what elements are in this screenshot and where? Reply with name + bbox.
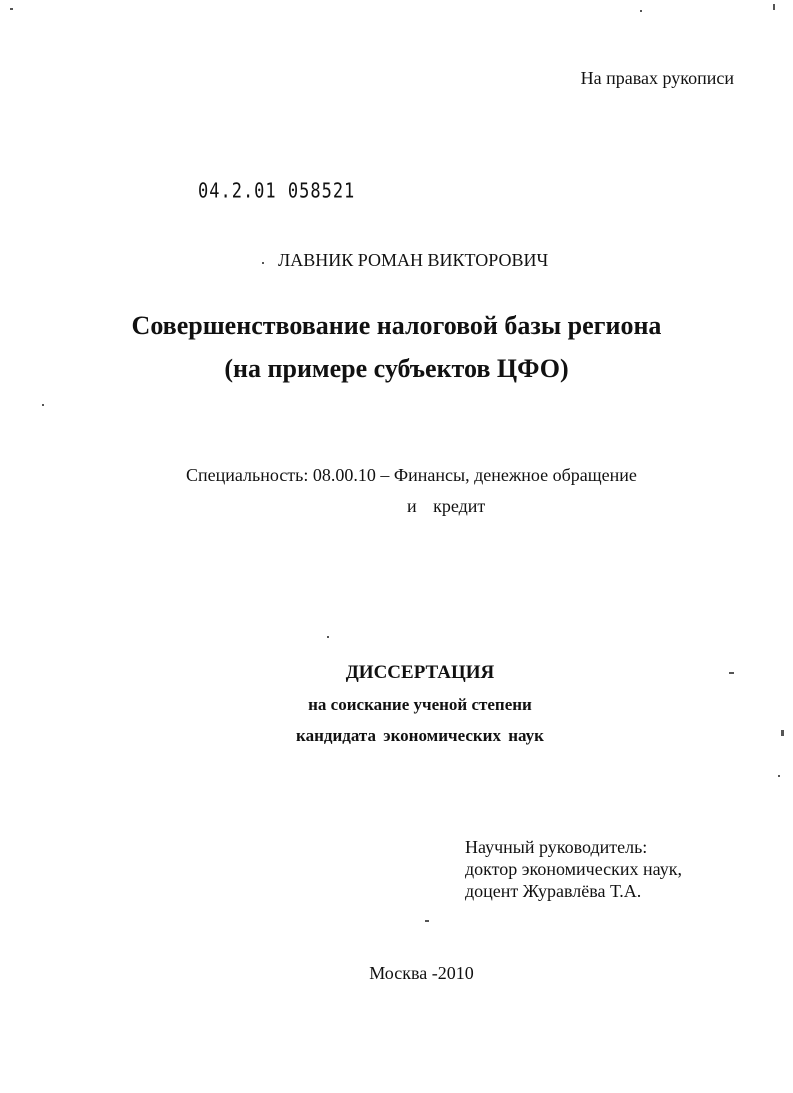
title-line-2: (на примере субъектов ЦФО) [224, 354, 569, 383]
city-year: Москва -2010 [369, 963, 474, 983]
author-name: ЛАВНИК РОМАН ВИКТОРОВИЧ [278, 250, 549, 270]
scan-speck [10, 8, 13, 10]
specialty-line-1: Специальность: 08.00.10 – Финансы, денежное обращение [186, 465, 637, 485]
scan-speck [640, 10, 642, 12]
scan-speck [262, 262, 264, 264]
scan-speck [327, 636, 329, 638]
scan-speck [425, 920, 429, 922]
supervisor-name: доцент Журавлёва Т.А. [465, 881, 642, 901]
scan-speck [781, 730, 784, 736]
supervisor-block [465, 836, 682, 902]
degree-line-2: кандидата экономических наук [296, 726, 544, 745]
scan-speck [778, 775, 780, 777]
scan-speck [773, 4, 775, 10]
scan-speck [729, 672, 734, 674]
supervisor-degree: доктор экономических наук, [465, 859, 682, 879]
rights-notice: На правах рукописи [580, 68, 734, 88]
supervisor-role: Научный руководитель: [465, 837, 648, 857]
scan-speck [42, 404, 44, 406]
registration-code: 04.2.01 058521 [198, 180, 356, 204]
degree-line-1: на соискание ученой степени [308, 695, 532, 714]
specialty-line-2: и кредит [407, 496, 486, 516]
dissertation-heading: ДИССЕРТАЦИЯ [345, 662, 495, 683]
title-line-1: Совершенствование налоговой базы региона [131, 311, 662, 340]
